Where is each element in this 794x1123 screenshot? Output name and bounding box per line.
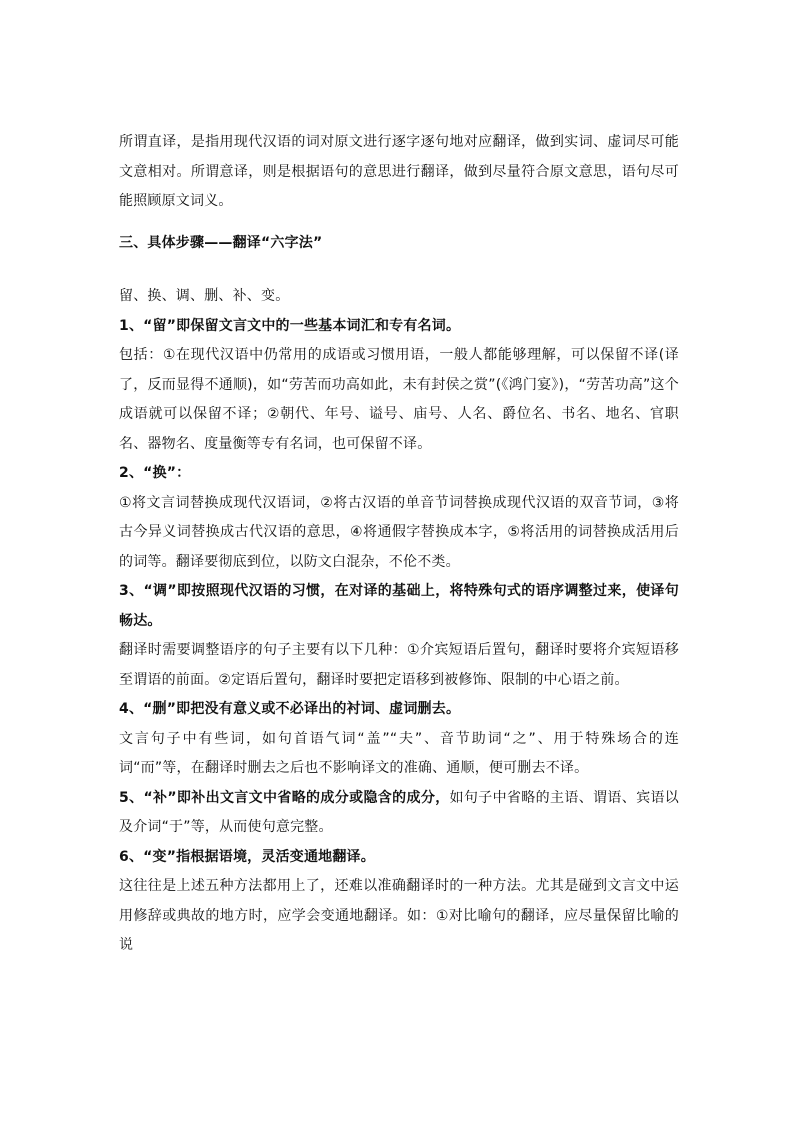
step1-heading: 1、“留”即保留文言文中的一些基本词汇和专有名词。 (119, 317, 461, 334)
step5-body: 如句子中省略的主语、谓语、宾语以及介词“于”等，从而使句意完整。 (119, 789, 679, 835)
spacer (119, 258, 679, 282)
document-content (119, 128, 679, 961)
step6-body: 这往往是上述五种方法都用上了，还难以准确翻译时的一种方法。尤其是碰到文言文中运用修辞或典故的地方时，应学会变通地翻译。如：①对比喻句的翻译，应尽量保留比喻的说 (119, 878, 679, 953)
step6-heading: 6、“变”指根据语境，灵活变通地翻译。 (119, 848, 375, 865)
step1-body: 包括：①在现代汉语中仍常用的成语或习惯用语，一般人都能够理解，可以保留不译(译了，反而显得不通顺)，如“劳苦而功高如此，未有封侯之赏”(《鸿门宴》)，“劳苦功高”这个成语就可以保留不译；②朝代、年号、谥号、庙号、人名、爵位名、书名、地名、官职名、器物名、度量衡等专有名词，也可保留不译。 (119, 347, 679, 452)
step4-body: 文言句子中有些词，如句首语气词“盖”“夫”、音节助词“之”、用于特殊场合的连词“而”等，在翻译时删去之后也不影响译文的准确、通顺，便可删去不译。 (119, 730, 679, 776)
spacer (119, 217, 679, 229)
step5-paragraph (119, 784, 679, 843)
step2-heading: 2、“换”： (119, 465, 191, 481)
step5-heading: 5、“补”即补出文言文中省略的成分或隐含的成分， (119, 789, 450, 806)
section-heading: 三、具体步骤——翻译“六字法” (119, 234, 323, 251)
step3-body: 翻译时需要调整语序的句子主要有以下几种：①介宾短语后置句，翻译时要将介宾短语移至谓语的前面。②定语后置句，翻译时要把定语移到被修饰、限制的中心语之前。 (119, 642, 679, 688)
step2-body: ①将文言词替换成现代汉语词，②将古汉语的单音节词替换成现代汉语的双音节词，③将古今异义词替换成古代汉语的意思，④将通假字替换成本字，⑤将活用的词替换成活用后的词等。翻译要彻底到位，以防文白混杂，不伦不类。 (119, 494, 679, 570)
intro-paragraph: 所谓直译，是指用现代汉语的词对原文进行逐字逐句地对应翻译，做到实词、虚词尽可能文意相对。所谓意译，则是根据语句的意思进行翻译，做到尽量符合原文意思，语句尽可能照顾原文词义。 (119, 134, 679, 209)
step3-heading: 3、“调”即按照现代汉语的习惯，在对译的基础上，将特殊句式的语序调整过来，使译句畅达。 (119, 583, 679, 629)
step4-heading: 4、“删”即把没有意义或不必译出的衬词、虚词删去。 (119, 701, 461, 717)
six-methods-summary: 留、换、调、删、补、变。 (119, 288, 290, 304)
